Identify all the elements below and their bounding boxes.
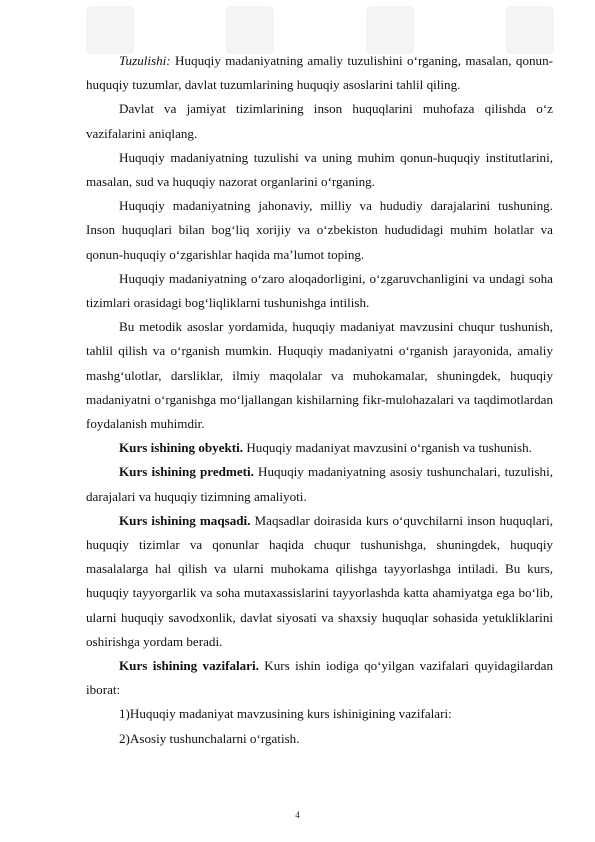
- paragraph: [86, 436, 553, 460]
- watermark-tile: [226, 6, 274, 54]
- paragraph-lead: Tuzulishi:: [119, 53, 171, 68]
- paragraph-text: Huquqiy madaniyatning amaliy tuzulishini o‘rganing, masalan, qonun-huquqiy tuzumlar, davlat tuzumlarining huquqiy asoslarini tahlil qiling.: [86, 53, 553, 93]
- paragraph-lead: Kurs ishining maqsadi.: [119, 512, 251, 528]
- paragraph-text: Huquqiy madaniyatning tuzulishi va uning muhim qonun-huquqiy institutlarini, masalan, sud va huquqiy nazorat organlarini o‘rganing.: [86, 149, 553, 190]
- page-number: 4: [295, 810, 300, 820]
- paragraph-text: Kurs ishin iodiga qo‘yilgan vazifalari quyidagilardan iborat:: [86, 658, 553, 698]
- paragraph-text: Maqsadlar doirasida kurs o‘quvchilarni inson huquqlari, huquqiy tizimlar va qonunlar haqida chuqur tushunishga, shuningdek, huquqiy masalalarga hal qilish va ularni muhokama qilishga tayyorlashga intiladi. Bu kurs, huquqiy tayyorgarlik va soha mutaxassislarini tayyorlashda katta ahamiyatga ega bo‘lib, ularni huquqiy savodxonlik, davlat siyosati va shaxsiy huquqlar sohasida yetukliklarini oshirishga yordam beradi.: [86, 512, 553, 649]
- paragraph: [86, 460, 553, 508]
- paragraph: [86, 49, 553, 97]
- paragraph: [86, 654, 553, 702]
- paragraph-lead: Kurs ishining predmeti.: [119, 464, 254, 480]
- paragraph: [86, 97, 553, 145]
- paragraph-text: 1)Huquqiy madaniyat mavzusining kurs ishinigining vazifalari:: [119, 706, 452, 722]
- watermark-tile: [506, 6, 554, 54]
- paragraph-text: Huquqiy madaniyatning asosiy tushunchalari, tuzulishi, darajalari va huquqiy tizimning amaliyoti.: [86, 464, 553, 504]
- paragraph: [86, 267, 553, 315]
- paragraph: [86, 315, 553, 436]
- paragraph-lead: Kurs ishining obyekti.: [119, 440, 244, 456]
- paragraph-text: Davlat va jamiyat tizimlarining inson huquqlarini muhofaza qilishda o‘z vazifalarini aniqlang.: [86, 101, 553, 141]
- paragraph: [86, 509, 553, 654]
- paragraph-text: Bu metodik asoslar yordamida, huquqiy madaniyat mavzusini chuqur tushunish, tahlil qilish va o‘rganish mumkin. Huquqiy madaniyatni o‘rganish jarayonida, amaliy mashg‘ulotlar, darsliklar, ilmiy maqolalar va muhokamalar, shuningdek, huquqiy madaniyatni o‘rganishga mo‘ljallangan kishilarning fikr-mulohazalari va taqdimotlardan foydalanish muhimdir.: [86, 319, 553, 432]
- paragraph-lead: Kurs ishining vazifalari.: [119, 658, 259, 674]
- paragraph-text: 2)Asosiy tushunchalarni o‘rgatish.: [119, 730, 300, 746]
- paragraph: [86, 702, 553, 726]
- watermark-tile: [366, 6, 414, 54]
- paragraph: [86, 727, 553, 751]
- paragraph: [86, 194, 553, 267]
- paragraph-text: Huquqiy madaniyat mavzusini o‘rganish va tushunish.: [243, 440, 532, 456]
- document-body: [86, 49, 553, 751]
- paragraph-text: Huquqiy madaniyatning o‘zaro aloqadorligini, o‘zgaruvchanligini va undagi soha tizimlari orasidagi bog‘liqliklarni tushunishga intilish.: [86, 270, 553, 311]
- watermark-tile: [86, 6, 134, 54]
- paragraph-text: Huquqiy madaniyatning jahonaviy, milliy va hududiy darajalarini tushuning. Inson huquqlari bilan bog‘liq xorijiy va o‘zbekiston hududidagi muhim holatlar va qonun-huquqiy o‘zgarishlar haqida ma’lumot toping.: [86, 198, 553, 262]
- paragraph: [86, 146, 553, 194]
